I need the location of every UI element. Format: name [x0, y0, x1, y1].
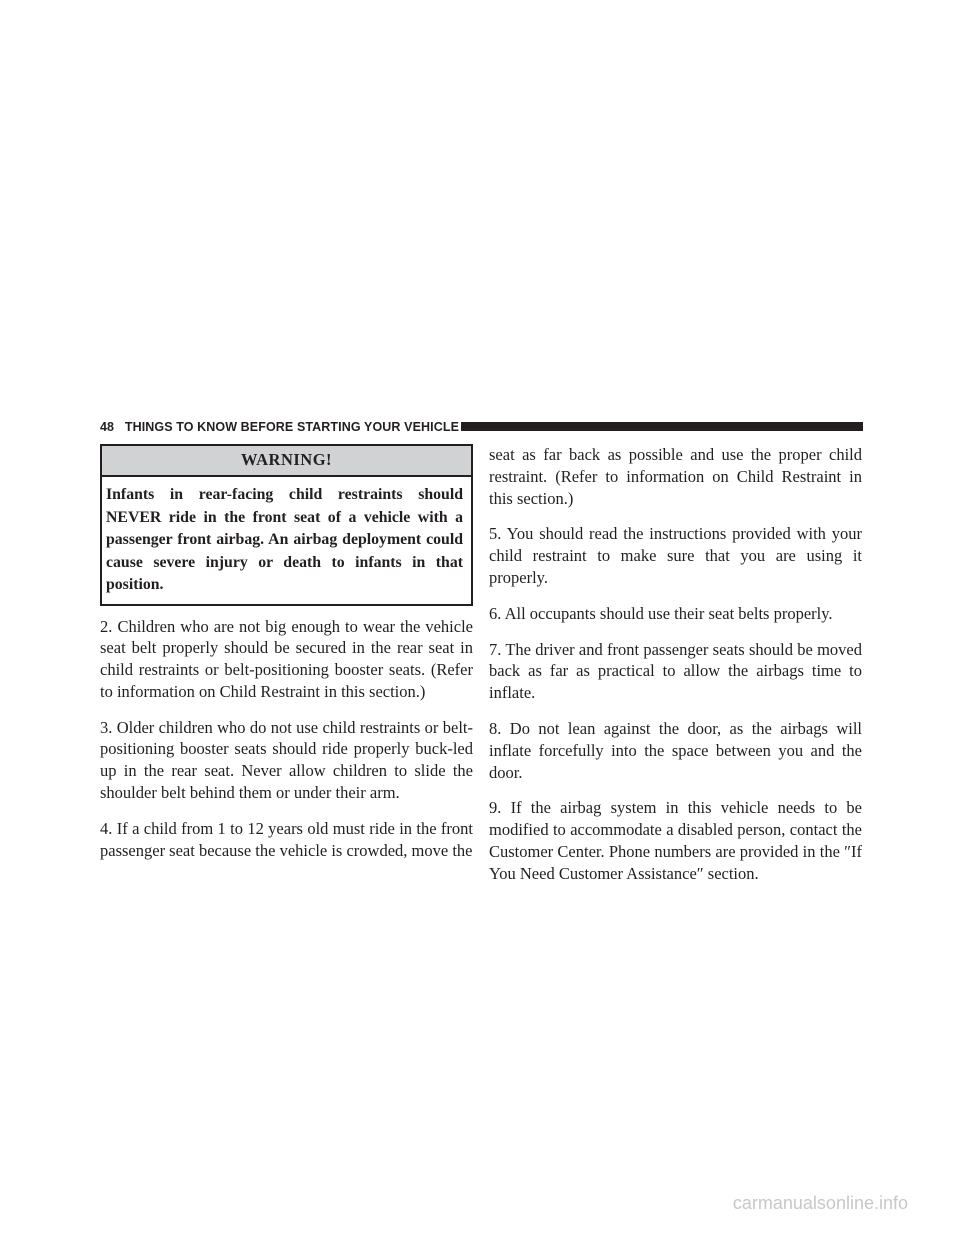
- paragraph-7: 7. The driver and front passenger seats should be moved back as far as practical to allow the airbags time to inflate.: [489, 639, 862, 703]
- header-rule: [461, 422, 863, 431]
- running-header-label: [100, 418, 459, 436]
- section-title: THINGS TO KNOW BEFORE STARTING YOUR VEHICLE: [124, 420, 460, 434]
- paragraph-4-continued: seat as far back as possible and use the proper child restraint. (Refer to information on Child Restraint in this section.): [489, 445, 862, 508]
- warning-title: WARNING!: [102, 446, 471, 477]
- paragraph-2: 2. Children who are not big enough to wear the vehicle seat belt properly should be secured in the rear seat in child restraints or belt-positioning booster seats. (Refer to information on Child Restraint in this section.): [100, 616, 473, 701]
- right-column: [489, 444, 862, 899]
- paragraph-4: 4. If a child from 1 to 12 years old must ride in the front passenger seat because the vehicle is crowded, move the: [100, 818, 473, 860]
- paragraph-9: 9. If the airbag system in this vehicle needs to be modified to accommodate a disabled person, contact the Customer Center. Phone numbers are provided in the ″If You Need Customer Assistance″ section.: [489, 798, 862, 883]
- warning-text: Infants in rear-facing child restraints should NEVER ride in the front seat of a vehicle with a passenger front airbag. An airbag deployment could cause severe injury or death to infants in that position.: [106, 486, 463, 593]
- warning-box: [100, 444, 473, 606]
- paragraph-8: 8. Do not lean against the door, as the airbags will inflate forcefully into the space between you and the door.: [489, 718, 862, 782]
- watermark: carmanualsonline.info: [732, 1193, 908, 1213]
- running-header: [100, 418, 863, 436]
- left-column: [100, 444, 473, 875]
- paragraph-6: 6. All occupants should use their seat belts properly.: [489, 603, 833, 623]
- paragraph-3: 3. Older children who do not use child restraints or belt-positioning booster seats should ride properly buck-led up in the rear seat. Never allow children to slide the shoulder belt behind them or under their arm.: [100, 717, 473, 803]
- paragraph-5: 5. You should read the instructions provided with your child restraint to make sure that you are using it properly.: [489, 524, 862, 587]
- page-number: 48: [100, 420, 115, 434]
